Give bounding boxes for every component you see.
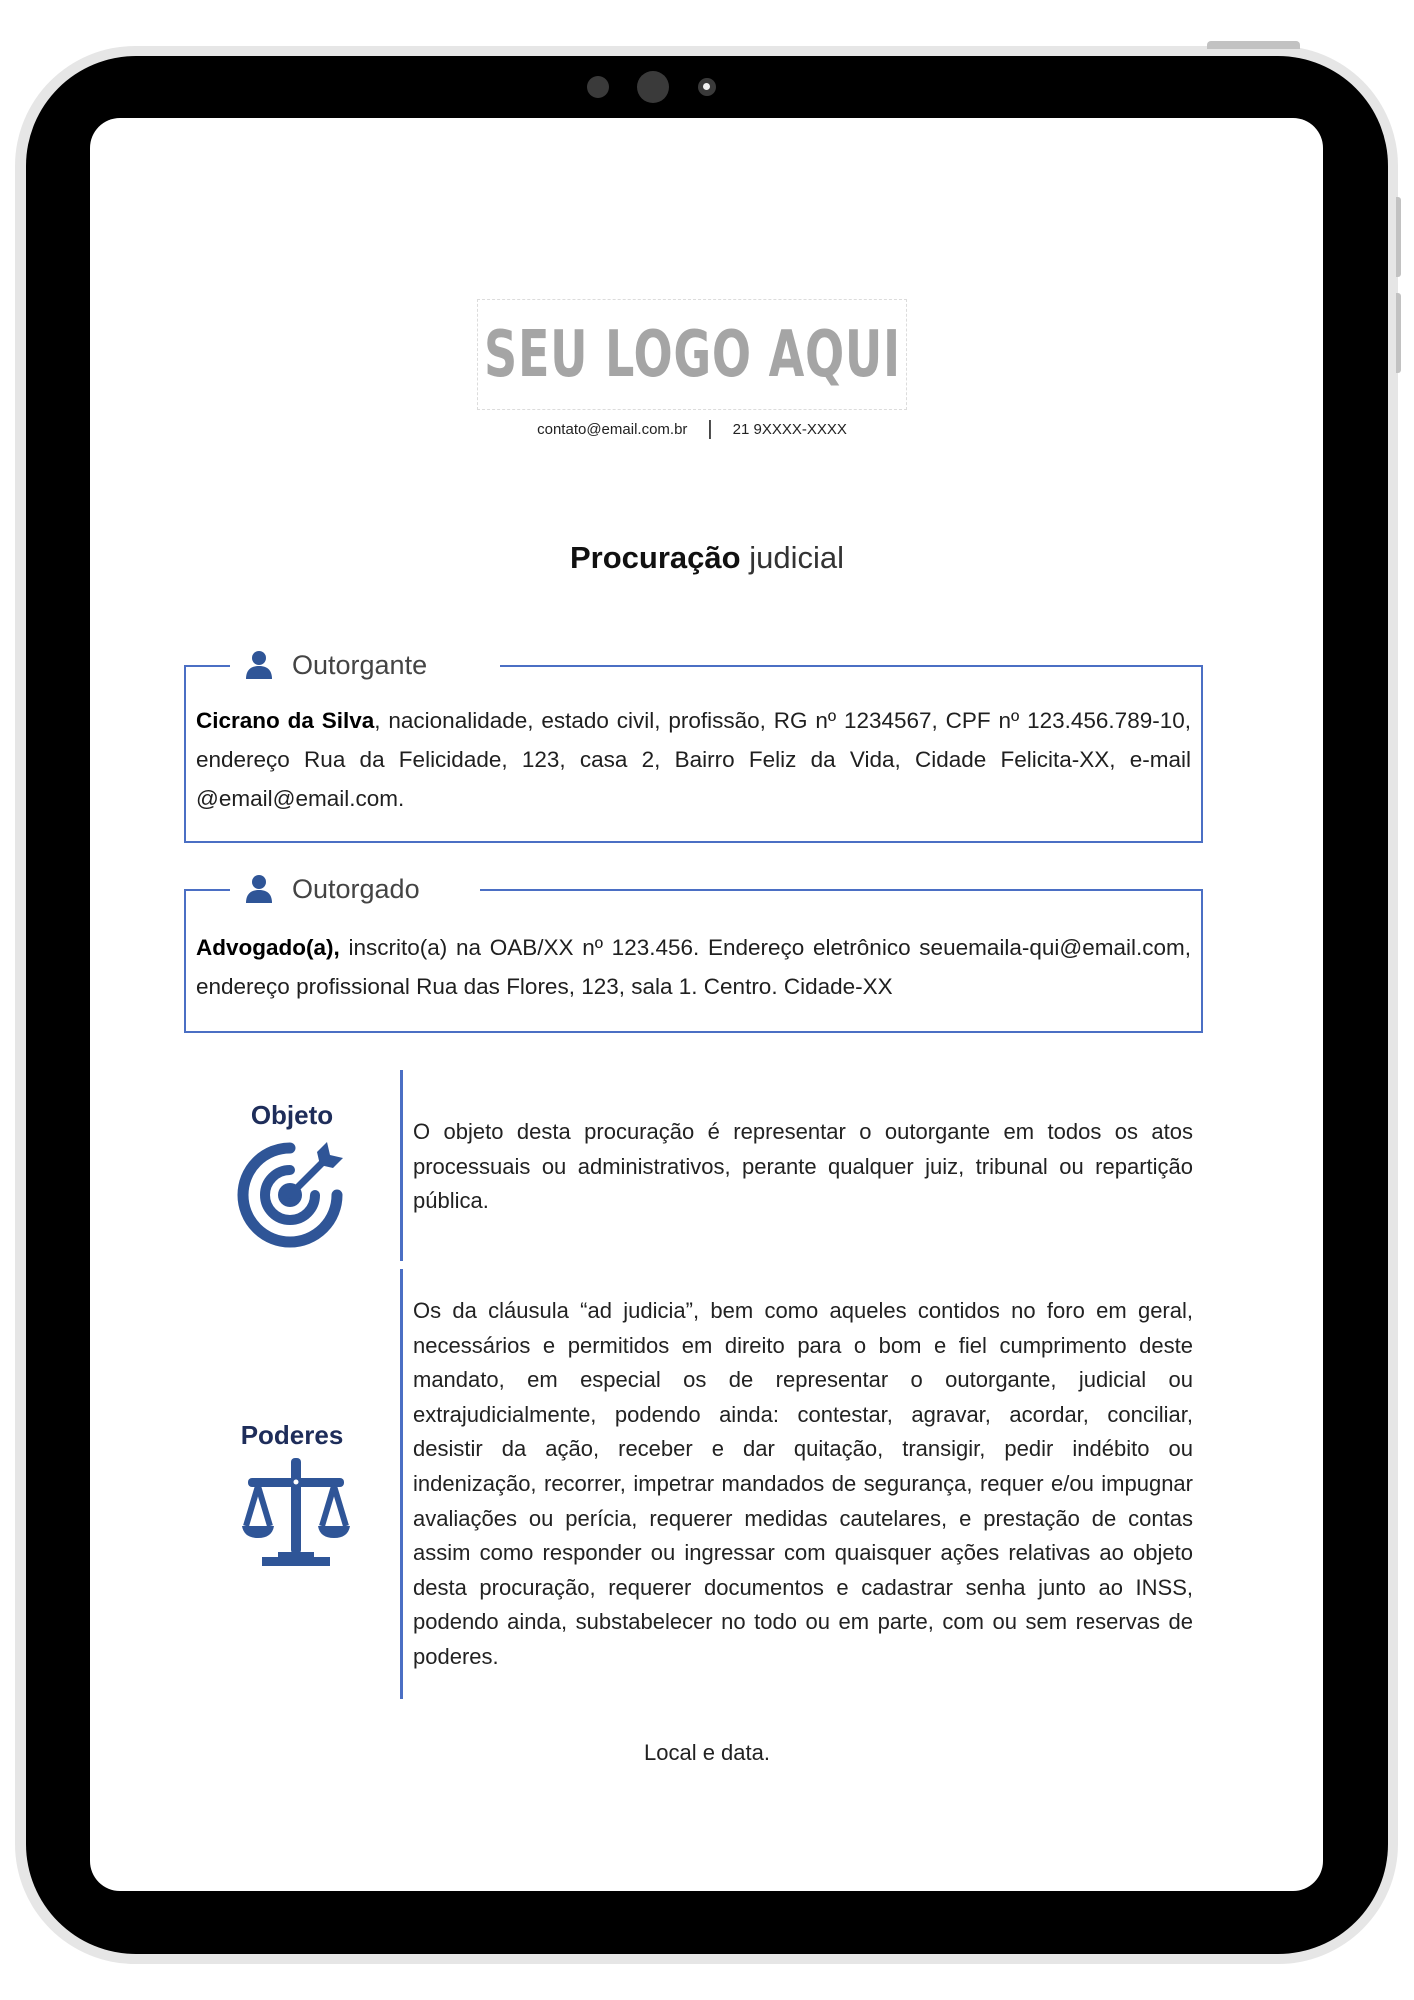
objeto-text: O objeto desta procuração é representar o outorgante em todos os atos processuais ou administrativos, perante qualquer juiz, tribunal ou repartição pública.	[413, 1119, 1193, 1214]
grantor-legend	[230, 645, 500, 685]
place-and-date: Local e data.	[644, 1740, 770, 1765]
objeto-label: Objeto	[250, 1100, 334, 1130]
grantor-name: Cicrano da Silva	[196, 708, 375, 733]
person-icon	[244, 650, 274, 680]
person-icon	[244, 874, 274, 904]
clause-divider-objeto	[400, 1070, 403, 1261]
logo-placeholder	[477, 299, 907, 410]
document-title	[0, 540, 1414, 576]
poderes-label: Poderes	[240, 1420, 344, 1450]
grantee-legend	[230, 869, 480, 909]
grantee-label: Outorgado	[292, 873, 420, 904]
title-bold: Procuração	[570, 540, 741, 575]
grantee-box	[184, 873, 1203, 1033]
sensor-icon	[587, 76, 609, 98]
scales-icon	[240, 1458, 352, 1568]
camera-icon	[637, 71, 669, 103]
grantee-text	[196, 928, 1191, 1006]
grantee-details: inscrito(a) na OAB/XX nº 123.456. Endereço eletrônico seuemaila-qui@email.com, endereço profissional Rua das Flores, 123, sala 1. Centro. Cidade-XX	[196, 935, 1191, 999]
grantee-name: Advogado(a),	[196, 935, 340, 960]
contact-phone: 21 9XXXX-XXXX	[732, 421, 847, 438]
poderes-text: Os da cláusula “ad judicia”, bem como aqueles contidos no foro em geral, necessários e permitidos em direito para o bom e fiel cumprimento deste mandato, em especial os de representar o outorgante, judicial ou extrajudicialmente, podendo ainda: contestar, agravar, acordar, conciliar, desistir da ação, receber e dar quitação, transigir, pedir indébito ou indenização, recorrer, impetrar mandados de segurança, requer e/ou impugnar avaliações ou perícia, requerer medidas cautelares, e prestação de contas assim como responder ou ingressar com quaisquer ações relativas ao objeto desta procuração, requerer documentos e cadastrar senha junto ao INSS, podendo ainda, substabelecer no todo ou em parte, com ou sem reservas de poderes.	[413, 1298, 1193, 1669]
grantor-box	[184, 649, 1203, 843]
contact-separator: |	[707, 418, 713, 440]
volume-up-button	[1396, 197, 1401, 277]
power-button	[1207, 41, 1300, 49]
volume-down-button	[1396, 293, 1401, 373]
clause-divider-poderes	[400, 1269, 403, 1699]
logo-text: SEU LOGO AQUI	[483, 317, 901, 392]
contact-line	[477, 418, 907, 441]
grantor-label: Outorgante	[292, 649, 428, 680]
front-camera-lens-icon	[698, 78, 716, 96]
contact-email: contato@email.com.br	[537, 421, 688, 438]
grantor-details: , nacionalidade, estado civil, profissão, RG nº 1234567, CPF nº 123.456.789-10, endereço Rua da Felicidade, 123, casa 2, Bairro Feliz da Vida, Cidade Felicita-XX, e-mail @email@email.com.	[196, 708, 1191, 811]
title-light: judicial	[749, 540, 844, 575]
target-icon	[235, 1140, 345, 1250]
grantor-text	[196, 701, 1191, 818]
